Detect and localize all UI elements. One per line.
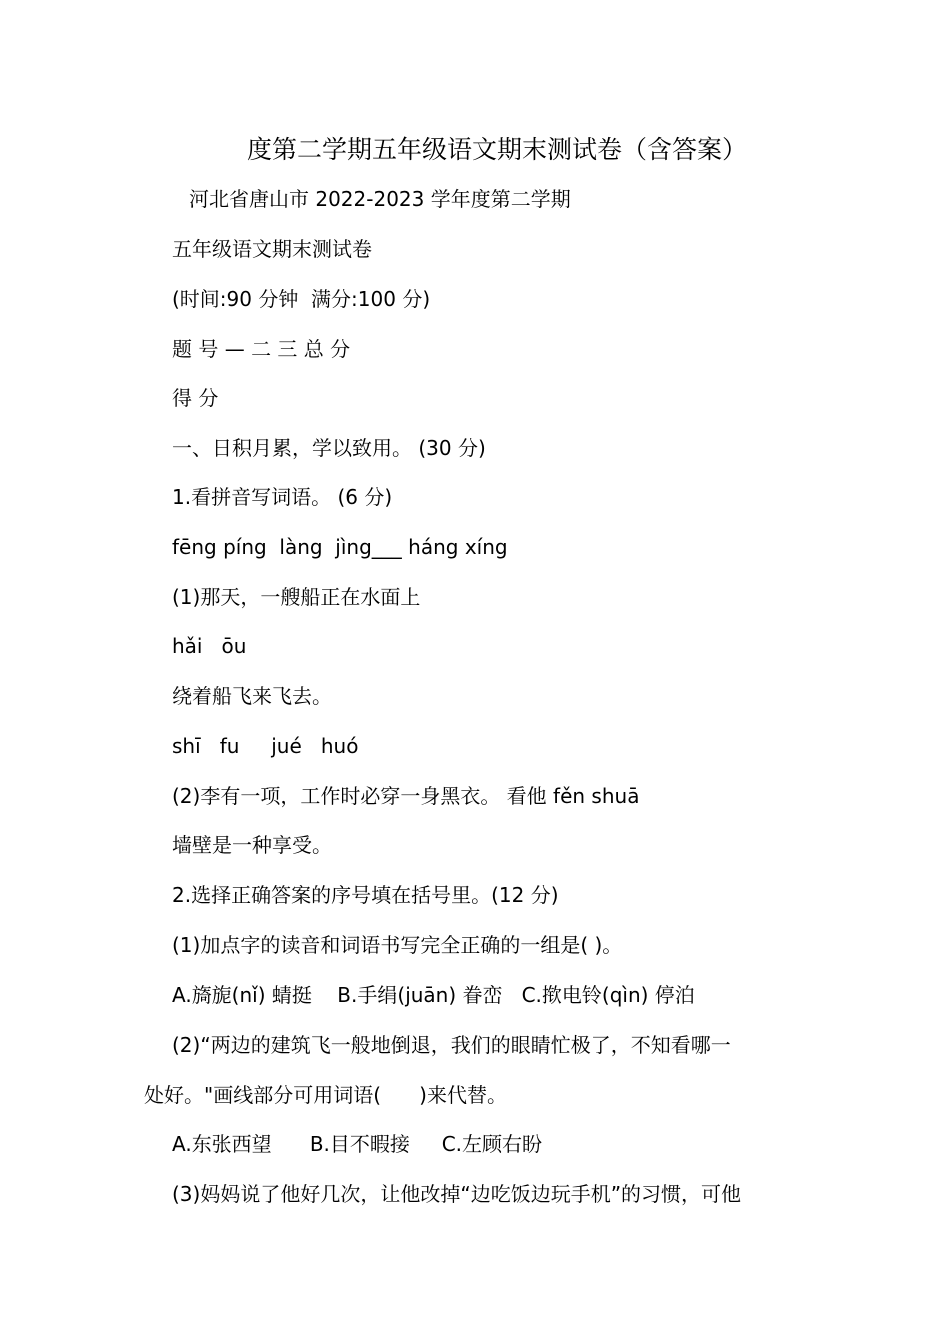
question-text-line: 处好。"画线部分可用词语( )来代替。 (144, 1083, 507, 1107)
score-table-header: 题 号 — 二 三 总 分 (172, 337, 351, 361)
time-and-score-line: (时间:90 分钟 满分:100 分) (172, 287, 431, 311)
question-text-line: (2)“两边的建筑飞一般地倒退，我们的眼睛忙极了，不知看哪一 (172, 1033, 731, 1057)
answer-options-line: A.旖旎(nǐ) 蜻挺 B.手绢(juān) 眷峦 C.揿电铃(qìn) 停泊 (172, 983, 695, 1007)
score-table-row: 得 分 (172, 386, 219, 410)
pinyin-line: hǎi ōu (172, 634, 247, 658)
question-text-line: (2)李有一项，工作时必穿一身黑衣。 看他 fěn shuā (172, 784, 640, 808)
question-text-line: (1)加点字的读音和词语书写完全正确的一组是( )。 (172, 933, 623, 957)
question-heading: 1.看拼音写词语。 (6 分) (172, 485, 393, 509)
answer-options-line: A.东张西望 B.目不暇接 C.左顾右盼 (172, 1132, 543, 1156)
question-text-line: (1)那天，一艘船正在水面上 (172, 585, 421, 609)
question-text-line: 墙壁是一种享受。 (172, 833, 332, 857)
section-heading: 一、日积月累，学以致用。 (30 分) (172, 436, 486, 460)
question-heading: 2.选择正确答案的序号填在括号里。(12 分) (172, 883, 559, 907)
page-title: 度第二学期五年级语文期末测试卷（含答案） (246, 135, 747, 164)
pinyin-line: shī fu jué huó (172, 734, 359, 758)
exam-name-line: 五年级语文期末测试卷 (172, 237, 372, 261)
question-text-line: 绕着船飞来飞去。 (172, 684, 332, 708)
pinyin-line: fēng píng làng jìng___ háng xíng (172, 535, 508, 559)
question-text-line: (3)妈妈说了他好几次，让他改掉“边吃饭边玩手机”的习惯，可他 (172, 1182, 742, 1206)
school-header-line: 河北省唐山市 2022-2023 学年度第二学期 (189, 187, 571, 211)
